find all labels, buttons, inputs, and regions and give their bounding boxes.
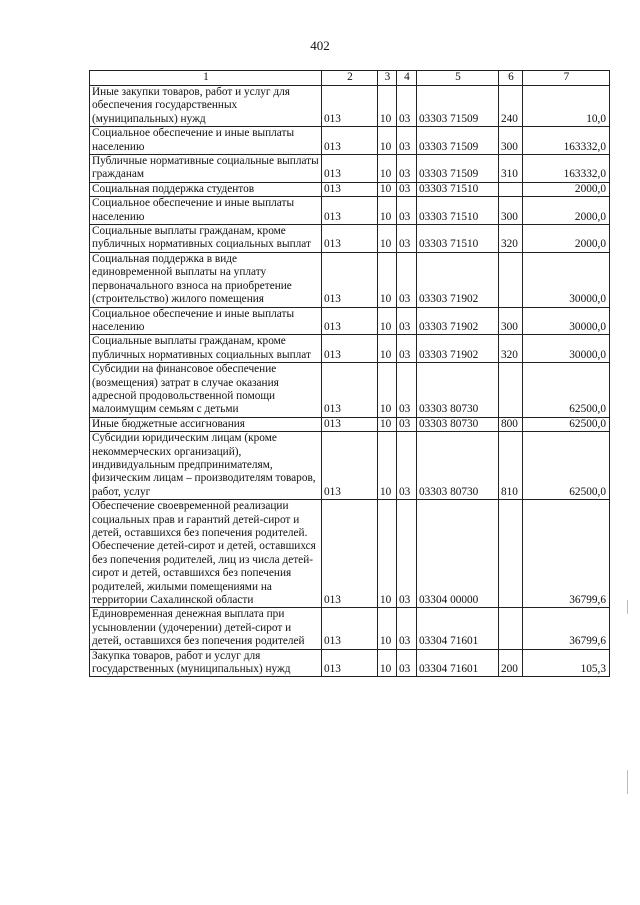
table-row (90, 127, 610, 155)
table-row (90, 500, 610, 608)
expense-type-cell (499, 363, 523, 418)
table-row (90, 335, 610, 363)
ministry-code-cell: 013 (322, 155, 378, 183)
expense-type-cell: 800 (499, 417, 523, 431)
target-code-cell: 03303 71902 (417, 252, 499, 307)
budget-table (89, 70, 610, 677)
ministry-code-cell: 013 (322, 335, 378, 363)
table-row (90, 86, 610, 127)
scan-margin-mark (627, 770, 628, 794)
row-name-cell: Иные бюджетные ассигнования (90, 417, 322, 431)
section-code-cell: 10 (378, 197, 397, 225)
page-number: 402 (310, 38, 330, 53)
table-body (90, 86, 610, 677)
target-code-cell: 03304 71601 (417, 649, 499, 677)
table-row (90, 155, 610, 183)
subsection-code-cell: 03 (397, 225, 417, 253)
amount-cell: 105,3 (523, 649, 610, 677)
amount-cell: 30000,0 (523, 307, 610, 335)
row-name-cell: Субсидии на финансовое обеспечение (возмещения) затрат в случае оказания адресной продовольственной помощи малоимущим семьям с детьми (90, 363, 322, 418)
table-row (90, 225, 610, 253)
table-row (90, 252, 610, 307)
row-name-cell: Социальная поддержка в виде единовременной выплаты на уплату первоначального взноса на приобретение (строительство) жилого помещения (90, 252, 322, 307)
ministry-code-cell: 013 (322, 197, 378, 225)
header-cell: 6 (499, 71, 523, 86)
expense-type-cell (499, 252, 523, 307)
target-code-cell: 03303 80730 (417, 363, 499, 418)
section-code-cell: 10 (378, 649, 397, 677)
row-name-cell: Социальное обеспечение и иные выплаты населению (90, 197, 322, 225)
expense-type-cell: 200 (499, 649, 523, 677)
amount-cell: 163332,0 (523, 155, 610, 183)
target-code-cell: 03303 71902 (417, 307, 499, 335)
ministry-code-cell: 013 (322, 225, 378, 253)
target-code-cell: 03303 71510 (417, 182, 499, 196)
target-code-cell: 03304 71601 (417, 608, 499, 649)
expense-type-cell: 320 (499, 225, 523, 253)
ministry-code-cell: 013 (322, 608, 378, 649)
subsection-code-cell: 03 (397, 649, 417, 677)
amount-cell: 163332,0 (523, 127, 610, 155)
ministry-code-cell: 013 (322, 500, 378, 608)
expense-type-cell (499, 182, 523, 196)
target-code-cell: 03303 71902 (417, 335, 499, 363)
expense-type-cell: 320 (499, 335, 523, 363)
amount-cell: 10,0 (523, 86, 610, 127)
section-code-cell: 10 (378, 252, 397, 307)
row-name-cell: Единовременная денежная выплата при усыновлении (удочерении) детей-сирот и детей, оставшихся без попечения родителей (90, 608, 322, 649)
expense-type-cell: 300 (499, 307, 523, 335)
row-name-cell: Субсидии юридическим лицам (кроме некоммерческих организаций), индивидуальным предпринимателям, физическим лицам – производителям товаров, работ, услуг (90, 432, 322, 500)
expense-type-cell: 310 (499, 155, 523, 183)
table-row (90, 417, 610, 431)
subsection-code-cell: 03 (397, 197, 417, 225)
target-code-cell: 03303 71510 (417, 197, 499, 225)
section-code-cell: 10 (378, 86, 397, 127)
subsection-code-cell: 03 (397, 307, 417, 335)
header-cell: 7 (523, 71, 610, 86)
row-name-cell: Иные закупки товаров, работ и услуг для обеспечения государственных (муниципальных) нужд (90, 86, 322, 127)
ministry-code-cell: 013 (322, 649, 378, 677)
section-code-cell: 10 (378, 155, 397, 183)
expense-type-cell: 300 (499, 127, 523, 155)
table-row (90, 608, 610, 649)
ministry-code-cell: 013 (322, 432, 378, 500)
target-code-cell: 03303 80730 (417, 417, 499, 431)
ministry-code-cell: 013 (322, 307, 378, 335)
expense-type-cell (499, 608, 523, 649)
subsection-code-cell: 03 (397, 127, 417, 155)
amount-cell: 36799,6 (523, 608, 610, 649)
table-row (90, 363, 610, 418)
subsection-code-cell: 03 (397, 155, 417, 183)
amount-cell: 2000,0 (523, 182, 610, 196)
ministry-code-cell: 013 (322, 363, 378, 418)
table-header-row (90, 71, 610, 86)
target-code-cell: 03303 71509 (417, 86, 499, 127)
target-code-cell: 03304 00000 (417, 500, 499, 608)
header-cell: 4 (397, 71, 417, 86)
ministry-code-cell: 013 (322, 252, 378, 307)
section-code-cell: 10 (378, 182, 397, 196)
amount-cell: 30000,0 (523, 335, 610, 363)
table-row (90, 432, 610, 500)
subsection-code-cell: 03 (397, 500, 417, 608)
table-row (90, 197, 610, 225)
table-row (90, 182, 610, 196)
subsection-code-cell: 03 (397, 86, 417, 127)
expense-type-cell: 240 (499, 86, 523, 127)
subsection-code-cell: 03 (397, 432, 417, 500)
subsection-code-cell: 03 (397, 182, 417, 196)
table-row (90, 649, 610, 677)
target-code-cell: 03303 71510 (417, 225, 499, 253)
target-code-cell: 03303 80730 (417, 432, 499, 500)
header-cell: 1 (90, 71, 322, 86)
row-name-cell: Социальные выплаты гражданам, кроме публичных нормативных социальных выплат (90, 225, 322, 253)
amount-cell: 36799,6 (523, 500, 610, 608)
row-name-cell: Закупка товаров, работ и услуг для государственных (муниципальных) нужд (90, 649, 322, 677)
ministry-code-cell: 013 (322, 86, 378, 127)
row-name-cell: Социальные выплаты гражданам, кроме публичных нормативных социальных выплат (90, 335, 322, 363)
ministry-code-cell: 013 (322, 127, 378, 155)
header-cell: 5 (417, 71, 499, 86)
row-name-cell: Публичные нормативные социальные выплаты гражданам (90, 155, 322, 183)
section-code-cell: 10 (378, 307, 397, 335)
subsection-code-cell: 03 (397, 417, 417, 431)
target-code-cell: 03303 71509 (417, 127, 499, 155)
header-cell: 3 (378, 71, 397, 86)
section-code-cell: 10 (378, 225, 397, 253)
section-code-cell: 10 (378, 608, 397, 649)
scan-margin-mark (627, 600, 628, 614)
section-code-cell: 10 (378, 335, 397, 363)
table-row (90, 307, 610, 335)
row-name-cell: Обеспечение своевременной реализации социальных прав и гарантий детей-сирот и детей, оставшихся без попечения родителей. Обеспечение детей-сирот и детей, оставшихся без попечения родителей, лиц из числа детей-сирот и детей, оставшихся без попечения родителей, жилыми помещениями на территории Сахалинской области (90, 500, 322, 608)
subsection-code-cell: 03 (397, 363, 417, 418)
section-code-cell: 10 (378, 500, 397, 608)
amount-cell: 2000,0 (523, 225, 610, 253)
amount-cell: 62500,0 (523, 417, 610, 431)
expense-type-cell (499, 500, 523, 608)
expense-type-cell: 810 (499, 432, 523, 500)
section-code-cell: 10 (378, 363, 397, 418)
expense-type-cell: 300 (499, 197, 523, 225)
row-name-cell: Социальное обеспечение и иные выплаты населению (90, 127, 322, 155)
section-code-cell: 10 (378, 417, 397, 431)
amount-cell: 30000,0 (523, 252, 610, 307)
section-code-cell: 10 (378, 432, 397, 500)
amount-cell: 2000,0 (523, 197, 610, 225)
row-name-cell: Социальная поддержка студентов (90, 182, 322, 196)
target-code-cell: 03303 71509 (417, 155, 499, 183)
header-cell: 2 (322, 71, 378, 86)
subsection-code-cell: 03 (397, 335, 417, 363)
ministry-code-cell: 013 (322, 417, 378, 431)
ministry-code-cell: 013 (322, 182, 378, 196)
amount-cell: 62500,0 (523, 363, 610, 418)
row-name-cell: Социальное обеспечение и иные выплаты населению (90, 307, 322, 335)
amount-cell: 62500,0 (523, 432, 610, 500)
subsection-code-cell: 03 (397, 252, 417, 307)
section-code-cell: 10 (378, 127, 397, 155)
subsection-code-cell: 03 (397, 608, 417, 649)
